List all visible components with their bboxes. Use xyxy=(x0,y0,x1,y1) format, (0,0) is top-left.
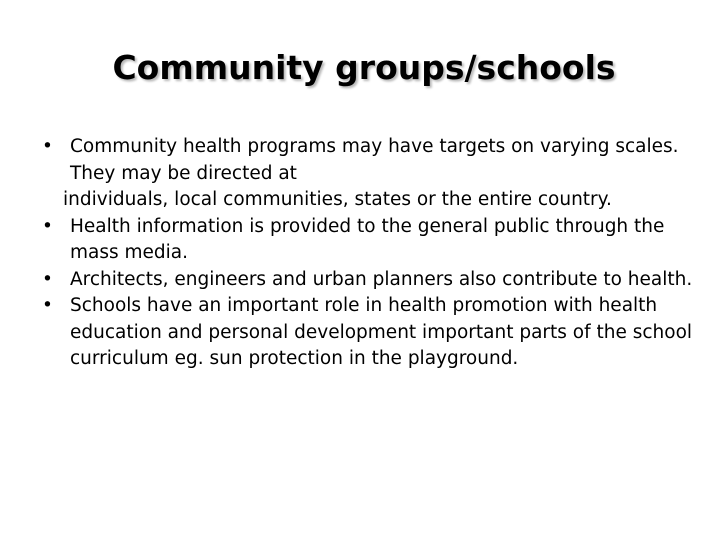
bullet-item xyxy=(38,134,710,187)
slide-body xyxy=(38,134,710,373)
bullet-dot: • xyxy=(42,268,53,290)
bullet-item xyxy=(38,293,710,373)
bullet-text: Community health programs may have targets on varying scales. They may be directed at xyxy=(70,136,679,184)
bullet-dot: • xyxy=(42,136,53,157)
slide-title: Community groups/schools xyxy=(112,48,616,87)
bullet-item xyxy=(38,214,710,267)
bullet-text: Architects, engineers and urban planners also contribute to health. xyxy=(70,268,693,290)
bullet-dot: • xyxy=(42,215,53,237)
bullet-item xyxy=(38,267,710,294)
bullet-dot: • xyxy=(42,295,53,316)
continuation-text: individuals, local communities, states or the entire country. xyxy=(63,189,612,210)
bullet-text: Health information is provided to the general public through the mass media. xyxy=(70,215,665,263)
bullet-text: Schools have an important role in health promotion with health education and personal development important parts of the school curriculum eg. sun protection in the playground. xyxy=(70,295,693,369)
